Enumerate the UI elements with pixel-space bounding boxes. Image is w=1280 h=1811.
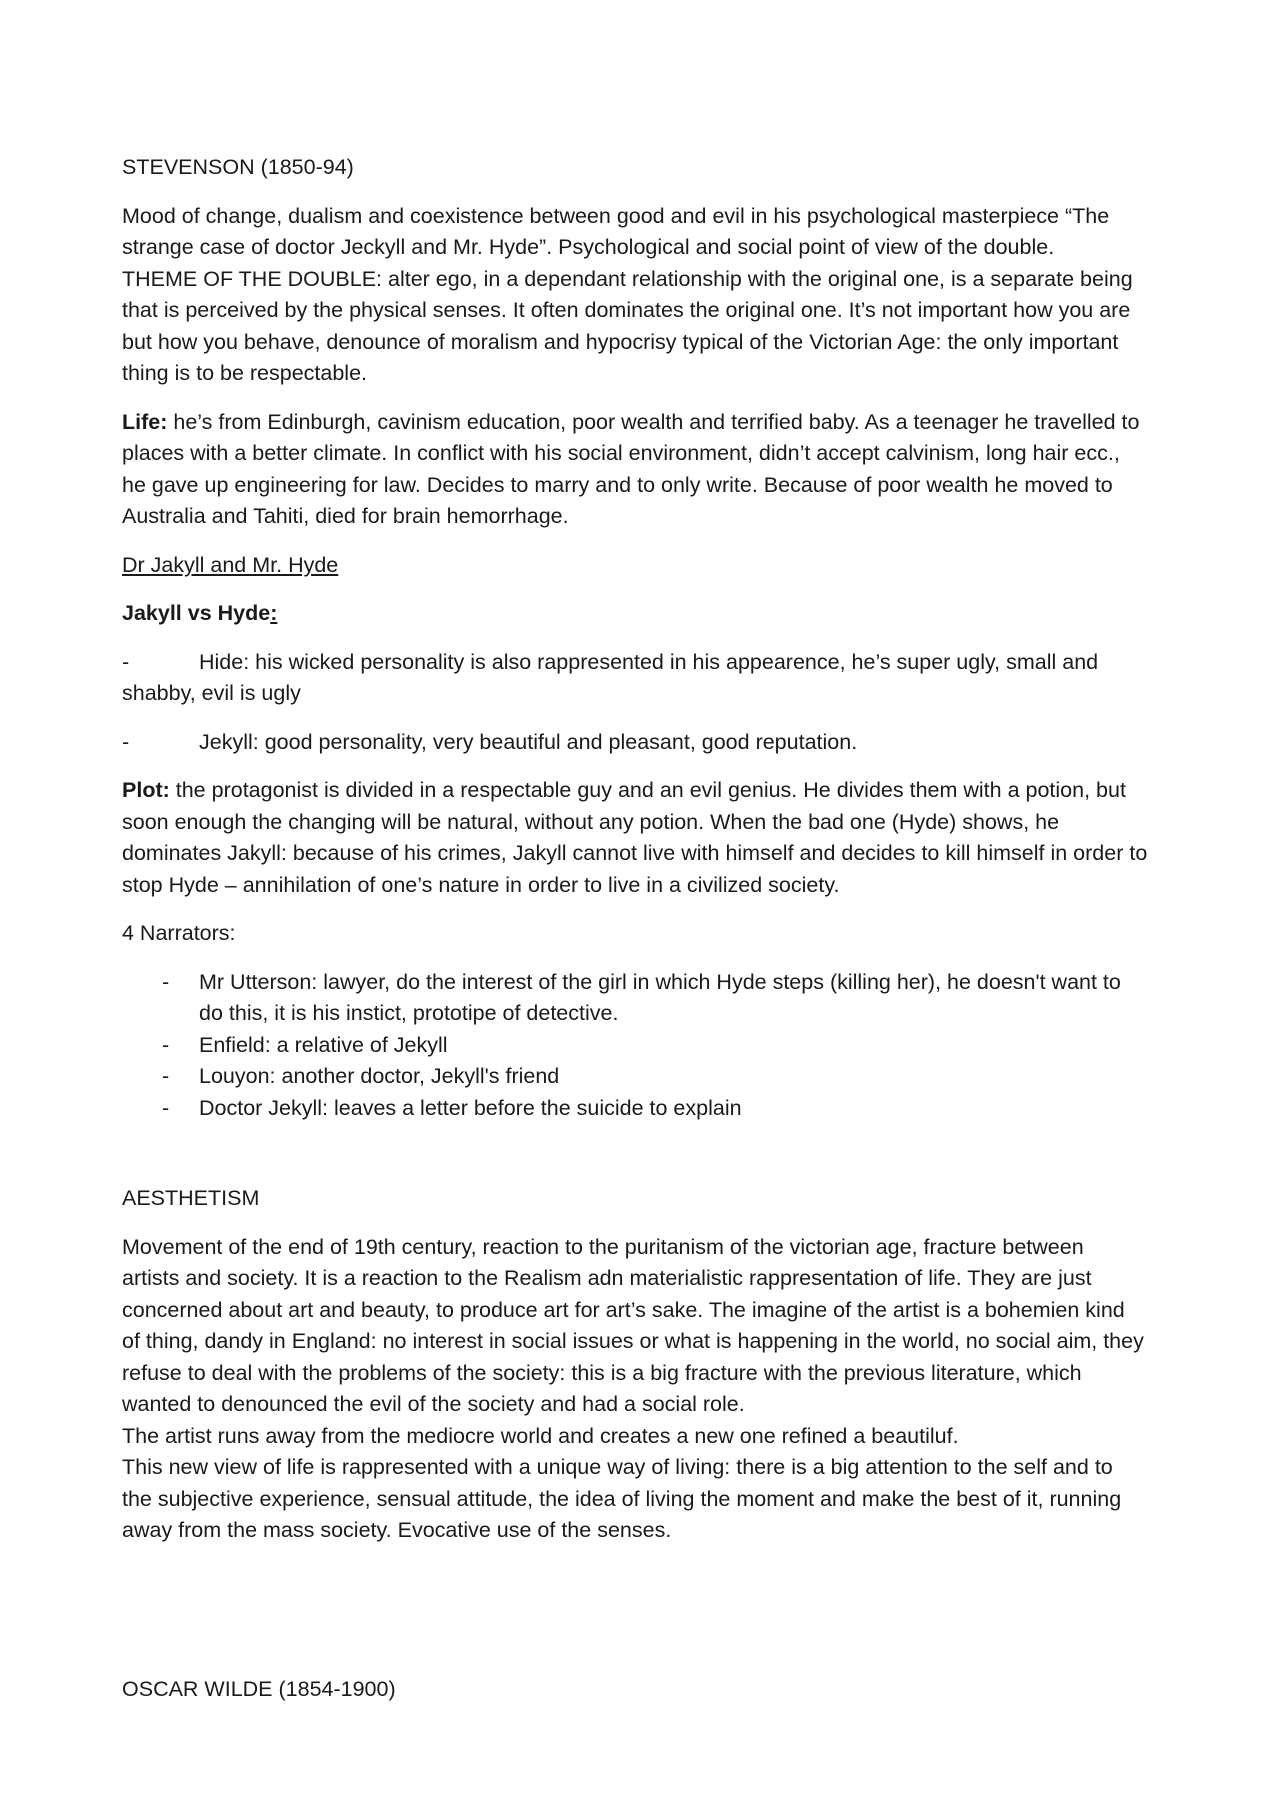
narrators-heading: 4 Narrators:: [122, 921, 236, 945]
dash-bullet: -: [162, 1032, 170, 1057]
list-item: [162, 1030, 1158, 1062]
life-paragraph: [122, 407, 1158, 533]
text-line: Louyon: another doctor, Jekyll's friend: [199, 1064, 560, 1088]
text-line: of thing, dandy in England: no interest in social issues or what is happening in the world, no social aim, they: [122, 1329, 1144, 1353]
text-line: the protagonist is divided in a respectable guy and an evil genius. He divides them with a potion, but: [169, 778, 1126, 802]
text-line: artists and society. It is a reaction to the Realism adn materialistic rappresentation of life. They are just: [122, 1266, 1092, 1290]
text-line: Enfield: a relative of Jekyll: [199, 1032, 448, 1057]
text-line: refuse to deal with the problems of the society: this is a big fracture with the previous literature, which: [122, 1360, 1082, 1385]
text-line: places with a better climate. In conflict with his social environment, didn’t accept calvinism, long hair ecc.,: [122, 441, 1120, 465]
text-line: the subjective experience, sensual attitude, the idea of living the moment and make the best of it, running: [122, 1486, 1122, 1511]
stevenson-heading: STEVENSON (1850-94): [122, 155, 354, 179]
text-line: Doctor Jekyll: leaves a letter before the suicide to explain: [199, 1095, 742, 1120]
text-line: Australia and Tahiti, died for brain hemorrhage.: [122, 504, 569, 528]
text-line: shabby, evil is ugly: [122, 681, 301, 705]
text-line: concerned about art and beauty, to produce art for art’s sake. The imagine of the artist is a bohemien kind: [122, 1297, 1125, 1322]
text-line: Mood of change, dualism and coexistence between good and evil in his psychological masterpiece “The: [122, 203, 1110, 228]
text-line: Movement of the end of 19th century, reaction to the puritanism of the victorian age, fracture between: [122, 1234, 1084, 1259]
text-line: soon enough the changing will be natural, without any potion. When the bad one (Hyde) shows, he: [122, 809, 1060, 834]
narrators-list: [122, 967, 1158, 1125]
text-line: but how you behave, denounce of moralism and hypocrisy typical of the Victorian Age: the only important: [122, 329, 1119, 354]
text-line: This new view of life is rappresented with a unique way of living: there is a big attention to the self and to: [122, 1455, 1113, 1479]
aesthetism-paragraph: [122, 1232, 1158, 1547]
text-line: strange case of doctor Jeckyll and Mr. Hyde”. Psychological and social point of view of the double.: [122, 235, 1055, 259]
stevenson-intro: [122, 201, 1158, 390]
aesthetism-heading: AESTHETISM: [122, 1186, 260, 1210]
text-line: Mr Utterson: lawyer, do the interest of the girl in which Hyde steps (killing her), he doesn't want to: [199, 969, 1121, 994]
text-line: The artist runs away from the mediocre world and creates a new one refined a beautiluf.: [122, 1423, 959, 1448]
text-line: away from the mass society. Evocative use of the senses.: [122, 1518, 672, 1542]
text-line: stop Hyde – annihilation of one’s nature in order to live in a civilized society.: [122, 872, 840, 897]
text-line: that is perceived by the physical senses. It often dominates the original one. It’s not important how you are: [122, 298, 1131, 322]
versus-item-jekyll: [122, 727, 1158, 759]
text-line: wanted to denounced the evil of the society and had a social role.: [122, 1392, 745, 1416]
versus-item-hyde: [122, 647, 1158, 710]
text-line: do this, it is his instict, prototipe of detective.: [199, 1001, 619, 1025]
dash-bullet: -: [122, 649, 130, 674]
spacer: [122, 1564, 1158, 1674]
dash-bullet: -: [162, 1064, 170, 1088]
versus-colon: :: [270, 601, 278, 625]
dash-bullet: -: [162, 1095, 170, 1120]
text-line: he’s from Edinburgh, cavinism education, poor wealth and terrified baby. As a teenager he travelled to: [167, 409, 1140, 434]
versus-label: Jakyll vs Hyde: [122, 601, 271, 625]
book-title: Dr Jakyll and Mr. Hyde: [122, 552, 339, 577]
list-item: [162, 1093, 1158, 1125]
wilde-heading: OSCAR WILDE (1854-1900): [122, 1676, 396, 1701]
text-line: Hide: his wicked personality is also rappresented in his appearence, he’s super ugly, small and: [199, 649, 1099, 674]
list-item: [162, 967, 1158, 1030]
text-line: thing is to be respectable.: [122, 361, 368, 385]
text-line: THEME OF THE DOUBLE: alter ego, in a dependant relationship with the original one, is a separate being: [122, 266, 1133, 291]
versus-heading: [122, 598, 1158, 630]
spacer: [122, 1141, 1158, 1183]
plot-paragraph: [122, 775, 1158, 901]
dash-bullet: -: [162, 969, 170, 994]
text-line: he gave up engineering for law. Decides to marry and to only write. Because of poor wealth he moved to: [122, 472, 1113, 497]
dash-bullet: -: [122, 729, 130, 754]
plot-label: Plot:: [122, 778, 170, 802]
text-line: Jekyll: good personality, very beautiful and pleasant, good reputation.: [199, 729, 858, 754]
list-item: [162, 1061, 1158, 1093]
life-label: Life:: [122, 409, 168, 434]
text-line: dominates Jakyll: because of his crimes, Jakyll cannot live with himself and decides to kill himself in order to: [122, 841, 1148, 865]
